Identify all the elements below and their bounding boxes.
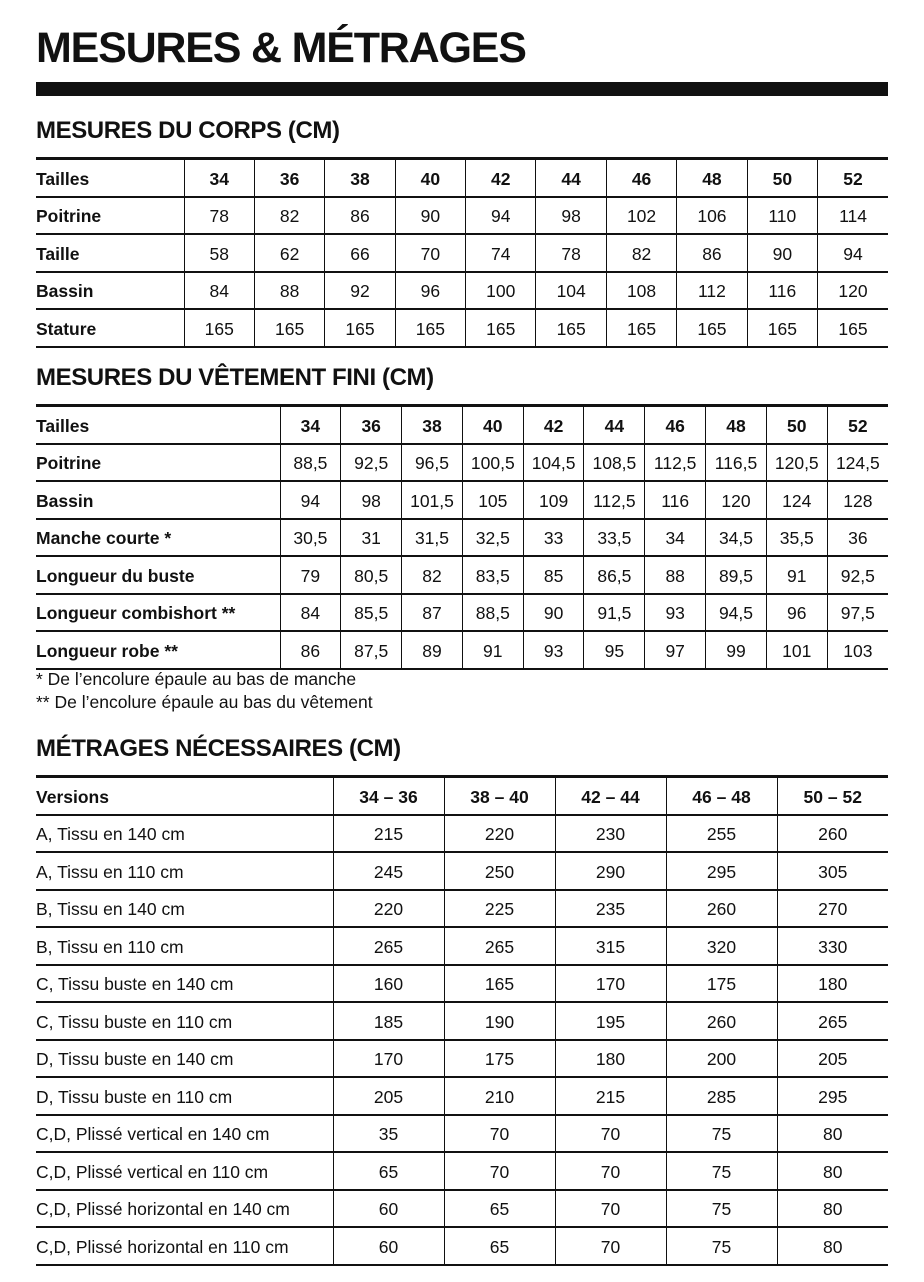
value-cell: 315 [555, 927, 666, 965]
table-row [36, 444, 888, 482]
value-cell: 165 [444, 965, 555, 1003]
value-cell: 95 [584, 631, 645, 669]
value-cell: 104 [536, 272, 606, 310]
value-cell: 180 [777, 965, 888, 1003]
value-cell: 88 [254, 272, 324, 310]
header-size-cell: 44 [584, 406, 645, 444]
value-cell: 175 [444, 1040, 555, 1078]
value-cell: 114 [818, 197, 888, 235]
row-label-cell: Longueur robe ** [36, 631, 280, 669]
row-label-cell: C,D, Plissé vertical en 110 cm [36, 1152, 333, 1190]
row-label-cell: Manche courte * [36, 519, 280, 557]
value-cell: 91 [766, 556, 827, 594]
value-cell: 265 [444, 927, 555, 965]
header-size-cell: 46 – 48 [666, 777, 777, 815]
header-size-cell: 52 [827, 406, 888, 444]
value-cell: 100 [466, 272, 536, 310]
header-label-cell: Tailles [36, 406, 280, 444]
value-cell: 70 [555, 1227, 666, 1265]
header-size-cell: 48 [706, 406, 767, 444]
row-label-cell: Taille [36, 234, 184, 272]
value-cell: 116 [645, 481, 706, 519]
value-cell: 330 [777, 927, 888, 965]
value-cell: 255 [666, 815, 777, 853]
value-cell: 250 [444, 852, 555, 890]
value-cell: 78 [184, 197, 254, 235]
table-row [36, 1152, 888, 1190]
value-cell: 91 [462, 631, 523, 669]
fabric-requirements-title: MÉTRAGES NÉCESSAIRES (CM) [36, 735, 401, 762]
value-cell: 165 [818, 309, 888, 347]
value-cell: 110 [747, 197, 817, 235]
value-cell: 89,5 [706, 556, 767, 594]
value-cell: 124,5 [827, 444, 888, 482]
value-cell: 165 [606, 309, 676, 347]
value-cell: 170 [555, 965, 666, 1003]
value-cell: 70 [555, 1115, 666, 1153]
value-cell: 60 [333, 1190, 444, 1228]
value-cell: 93 [523, 631, 584, 669]
value-cell: 106 [677, 197, 747, 235]
row-label-cell: Bassin [36, 272, 184, 310]
value-cell: 205 [333, 1077, 444, 1115]
row-label-cell: C,D, Plissé horizontal en 140 cm [36, 1190, 333, 1228]
value-cell: 58 [184, 234, 254, 272]
value-cell: 75 [666, 1115, 777, 1153]
value-cell: 82 [402, 556, 463, 594]
value-cell: 320 [666, 927, 777, 965]
value-cell: 295 [777, 1077, 888, 1115]
value-cell: 185 [333, 1002, 444, 1040]
value-cell: 86,5 [584, 556, 645, 594]
value-cell: 120,5 [766, 444, 827, 482]
value-cell: 90 [395, 197, 465, 235]
value-cell: 165 [466, 309, 536, 347]
value-cell: 84 [184, 272, 254, 310]
header-label-cell: Tailles [36, 159, 184, 197]
value-cell: 165 [395, 309, 465, 347]
value-cell: 210 [444, 1077, 555, 1115]
value-cell: 87,5 [341, 631, 402, 669]
value-cell: 75 [666, 1190, 777, 1228]
value-cell: 245 [333, 852, 444, 890]
value-cell: 165 [325, 309, 395, 347]
value-cell: 82 [254, 197, 324, 235]
value-cell: 92,5 [827, 556, 888, 594]
value-cell: 33,5 [584, 519, 645, 557]
value-cell: 70 [555, 1190, 666, 1228]
value-cell: 205 [777, 1040, 888, 1078]
value-cell: 83,5 [462, 556, 523, 594]
table-row [36, 631, 888, 669]
value-cell: 265 [777, 1002, 888, 1040]
value-cell: 190 [444, 1002, 555, 1040]
value-cell: 108 [606, 272, 676, 310]
header-size-cell: 40 [462, 406, 523, 444]
header-size-cell: 46 [606, 159, 676, 197]
title-rule [36, 82, 888, 96]
value-cell: 112 [677, 272, 747, 310]
header-size-cell: 38 [325, 159, 395, 197]
value-cell: 70 [444, 1152, 555, 1190]
value-cell: 92 [325, 272, 395, 310]
body-measurements-table [36, 157, 888, 348]
value-cell: 70 [555, 1152, 666, 1190]
value-cell: 96,5 [402, 444, 463, 482]
header-size-cell: 50 [747, 159, 817, 197]
value-cell: 124 [766, 481, 827, 519]
table-header-row [36, 159, 888, 197]
value-cell: 180 [555, 1040, 666, 1078]
table-header-row [36, 777, 888, 815]
value-cell: 34,5 [706, 519, 767, 557]
header-size-cell: 38 [402, 406, 463, 444]
value-cell: 78 [536, 234, 606, 272]
value-cell: 175 [666, 965, 777, 1003]
header-size-cell: 48 [677, 159, 747, 197]
value-cell: 70 [444, 1115, 555, 1153]
value-cell: 165 [184, 309, 254, 347]
row-label-cell: C,D, Plissé horizontal en 110 cm [36, 1227, 333, 1265]
value-cell: 116 [747, 272, 817, 310]
value-cell: 65 [333, 1152, 444, 1190]
row-label-cell: Poitrine [36, 197, 184, 235]
header-size-cell: 36 [254, 159, 324, 197]
value-cell: 80 [777, 1227, 888, 1265]
value-cell: 200 [666, 1040, 777, 1078]
row-label-cell: Longueur du buste [36, 556, 280, 594]
value-cell: 35,5 [766, 519, 827, 557]
value-cell: 98 [536, 197, 606, 235]
value-cell: 74 [466, 234, 536, 272]
value-cell: 88,5 [280, 444, 341, 482]
value-cell: 265 [333, 927, 444, 965]
table-row [36, 197, 888, 235]
value-cell: 215 [333, 815, 444, 853]
header-size-cell: 42 [523, 406, 584, 444]
table-row [36, 272, 888, 310]
value-cell: 79 [280, 556, 341, 594]
value-cell: 230 [555, 815, 666, 853]
value-cell: 88,5 [462, 594, 523, 632]
row-label-cell: Poitrine [36, 444, 280, 482]
value-cell: 86 [280, 631, 341, 669]
table-row [36, 556, 888, 594]
value-cell: 32,5 [462, 519, 523, 557]
footnotes [36, 668, 373, 714]
table-row [36, 481, 888, 519]
table-row [36, 1002, 888, 1040]
table-row [36, 309, 888, 347]
value-cell: 97,5 [827, 594, 888, 632]
row-label-cell: A, Tissu en 110 cm [36, 852, 333, 890]
header-size-cell: 38 – 40 [444, 777, 555, 815]
value-cell: 89 [402, 631, 463, 669]
garment-measurements-table [36, 404, 888, 670]
value-cell: 85,5 [341, 594, 402, 632]
row-label-cell: C, Tissu buste en 110 cm [36, 1002, 333, 1040]
row-label-cell: B, Tissu en 110 cm [36, 927, 333, 965]
header-size-cell: 34 [280, 406, 341, 444]
value-cell: 65 [444, 1190, 555, 1228]
value-cell: 70 [395, 234, 465, 272]
value-cell: 80 [777, 1190, 888, 1228]
value-cell: 98 [341, 481, 402, 519]
header-size-cell: 44 [536, 159, 606, 197]
value-cell: 75 [666, 1227, 777, 1265]
value-cell: 160 [333, 965, 444, 1003]
row-label-cell: C, Tissu buste en 140 cm [36, 965, 333, 1003]
footnote: * De l’encolure épaule au bas de manche [36, 669, 357, 689]
value-cell: 260 [777, 815, 888, 853]
value-cell: 112,5 [645, 444, 706, 482]
value-cell: 225 [444, 890, 555, 928]
value-cell: 80 [777, 1152, 888, 1190]
value-cell: 92,5 [341, 444, 402, 482]
value-cell: 91,5 [584, 594, 645, 632]
row-label-cell: C,D, Plissé vertical en 140 cm [36, 1115, 333, 1153]
value-cell: 116,5 [706, 444, 767, 482]
row-label-cell: B, Tissu en 140 cm [36, 890, 333, 928]
value-cell: 97 [645, 631, 706, 669]
value-cell: 62 [254, 234, 324, 272]
value-cell: 31 [341, 519, 402, 557]
value-cell: 101 [766, 631, 827, 669]
row-label-cell: D, Tissu buste en 140 cm [36, 1040, 333, 1078]
value-cell: 65 [444, 1227, 555, 1265]
table-header-row [36, 406, 888, 444]
value-cell: 170 [333, 1040, 444, 1078]
table-row [36, 965, 888, 1003]
value-cell: 93 [645, 594, 706, 632]
value-cell: 195 [555, 1002, 666, 1040]
value-cell: 94 [466, 197, 536, 235]
table-row [36, 927, 888, 965]
value-cell: 86 [325, 197, 395, 235]
value-cell: 220 [333, 890, 444, 928]
value-cell: 120 [706, 481, 767, 519]
value-cell: 94,5 [706, 594, 767, 632]
row-label-cell: Stature [36, 309, 184, 347]
row-label-cell: Longueur combishort ** [36, 594, 280, 632]
table-row [36, 890, 888, 928]
table-row [36, 852, 888, 890]
value-cell: 290 [555, 852, 666, 890]
value-cell: 94 [818, 234, 888, 272]
value-cell: 60 [333, 1227, 444, 1265]
footnote: ** De l’encolure épaule au bas du vêtement [36, 692, 373, 712]
value-cell: 104,5 [523, 444, 584, 482]
value-cell: 96 [766, 594, 827, 632]
value-cell: 75 [666, 1152, 777, 1190]
value-cell: 109 [523, 481, 584, 519]
value-cell: 270 [777, 890, 888, 928]
page-title: MESURES & MÉTRAGES [36, 24, 526, 72]
table-row [36, 1077, 888, 1115]
value-cell: 36 [827, 519, 888, 557]
value-cell: 220 [444, 815, 555, 853]
value-cell: 112,5 [584, 481, 645, 519]
value-cell: 128 [827, 481, 888, 519]
row-label-cell: Bassin [36, 481, 280, 519]
value-cell: 105 [462, 481, 523, 519]
value-cell: 80 [777, 1115, 888, 1153]
value-cell: 88 [645, 556, 706, 594]
value-cell: 108,5 [584, 444, 645, 482]
value-cell: 102 [606, 197, 676, 235]
header-label-cell: Versions [36, 777, 333, 815]
header-size-cell: 34 – 36 [333, 777, 444, 815]
header-size-cell: 50 [766, 406, 827, 444]
table-row [36, 1190, 888, 1228]
value-cell: 30,5 [280, 519, 341, 557]
value-cell: 85 [523, 556, 584, 594]
table-row [36, 594, 888, 632]
header-size-cell: 42 [466, 159, 536, 197]
value-cell: 305 [777, 852, 888, 890]
value-cell: 103 [827, 631, 888, 669]
value-cell: 96 [395, 272, 465, 310]
header-size-cell: 50 – 52 [777, 777, 888, 815]
value-cell: 90 [747, 234, 817, 272]
value-cell: 285 [666, 1077, 777, 1115]
value-cell: 165 [747, 309, 817, 347]
value-cell: 66 [325, 234, 395, 272]
value-cell: 86 [677, 234, 747, 272]
value-cell: 260 [666, 890, 777, 928]
value-cell: 165 [536, 309, 606, 347]
value-cell: 165 [254, 309, 324, 347]
value-cell: 94 [280, 481, 341, 519]
value-cell: 87 [402, 594, 463, 632]
table-row [36, 1040, 888, 1078]
value-cell: 80,5 [341, 556, 402, 594]
value-cell: 90 [523, 594, 584, 632]
table-row [36, 234, 888, 272]
header-size-cell: 34 [184, 159, 254, 197]
value-cell: 101,5 [402, 481, 463, 519]
value-cell: 31,5 [402, 519, 463, 557]
row-label-cell: D, Tissu buste en 110 cm [36, 1077, 333, 1115]
header-size-cell: 46 [645, 406, 706, 444]
table-row [36, 1115, 888, 1153]
value-cell: 235 [555, 890, 666, 928]
header-size-cell: 42 – 44 [555, 777, 666, 815]
value-cell: 34 [645, 519, 706, 557]
header-size-cell: 52 [818, 159, 888, 197]
table-row [36, 1227, 888, 1265]
value-cell: 215 [555, 1077, 666, 1115]
value-cell: 33 [523, 519, 584, 557]
value-cell: 260 [666, 1002, 777, 1040]
value-cell: 100,5 [462, 444, 523, 482]
garment-measurements-title: MESURES DU VÊTEMENT FINI (CM) [36, 364, 434, 391]
value-cell: 295 [666, 852, 777, 890]
table-row [36, 519, 888, 557]
value-cell: 35 [333, 1115, 444, 1153]
value-cell: 99 [706, 631, 767, 669]
value-cell: 165 [677, 309, 747, 347]
row-label-cell: A, Tissu en 140 cm [36, 815, 333, 853]
body-measurements-title: MESURES DU CORPS (CM) [36, 117, 340, 144]
value-cell: 120 [818, 272, 888, 310]
header-size-cell: 36 [341, 406, 402, 444]
fabric-requirements-table [36, 775, 888, 1266]
header-size-cell: 40 [395, 159, 465, 197]
table-row [36, 815, 888, 853]
value-cell: 84 [280, 594, 341, 632]
value-cell: 82 [606, 234, 676, 272]
